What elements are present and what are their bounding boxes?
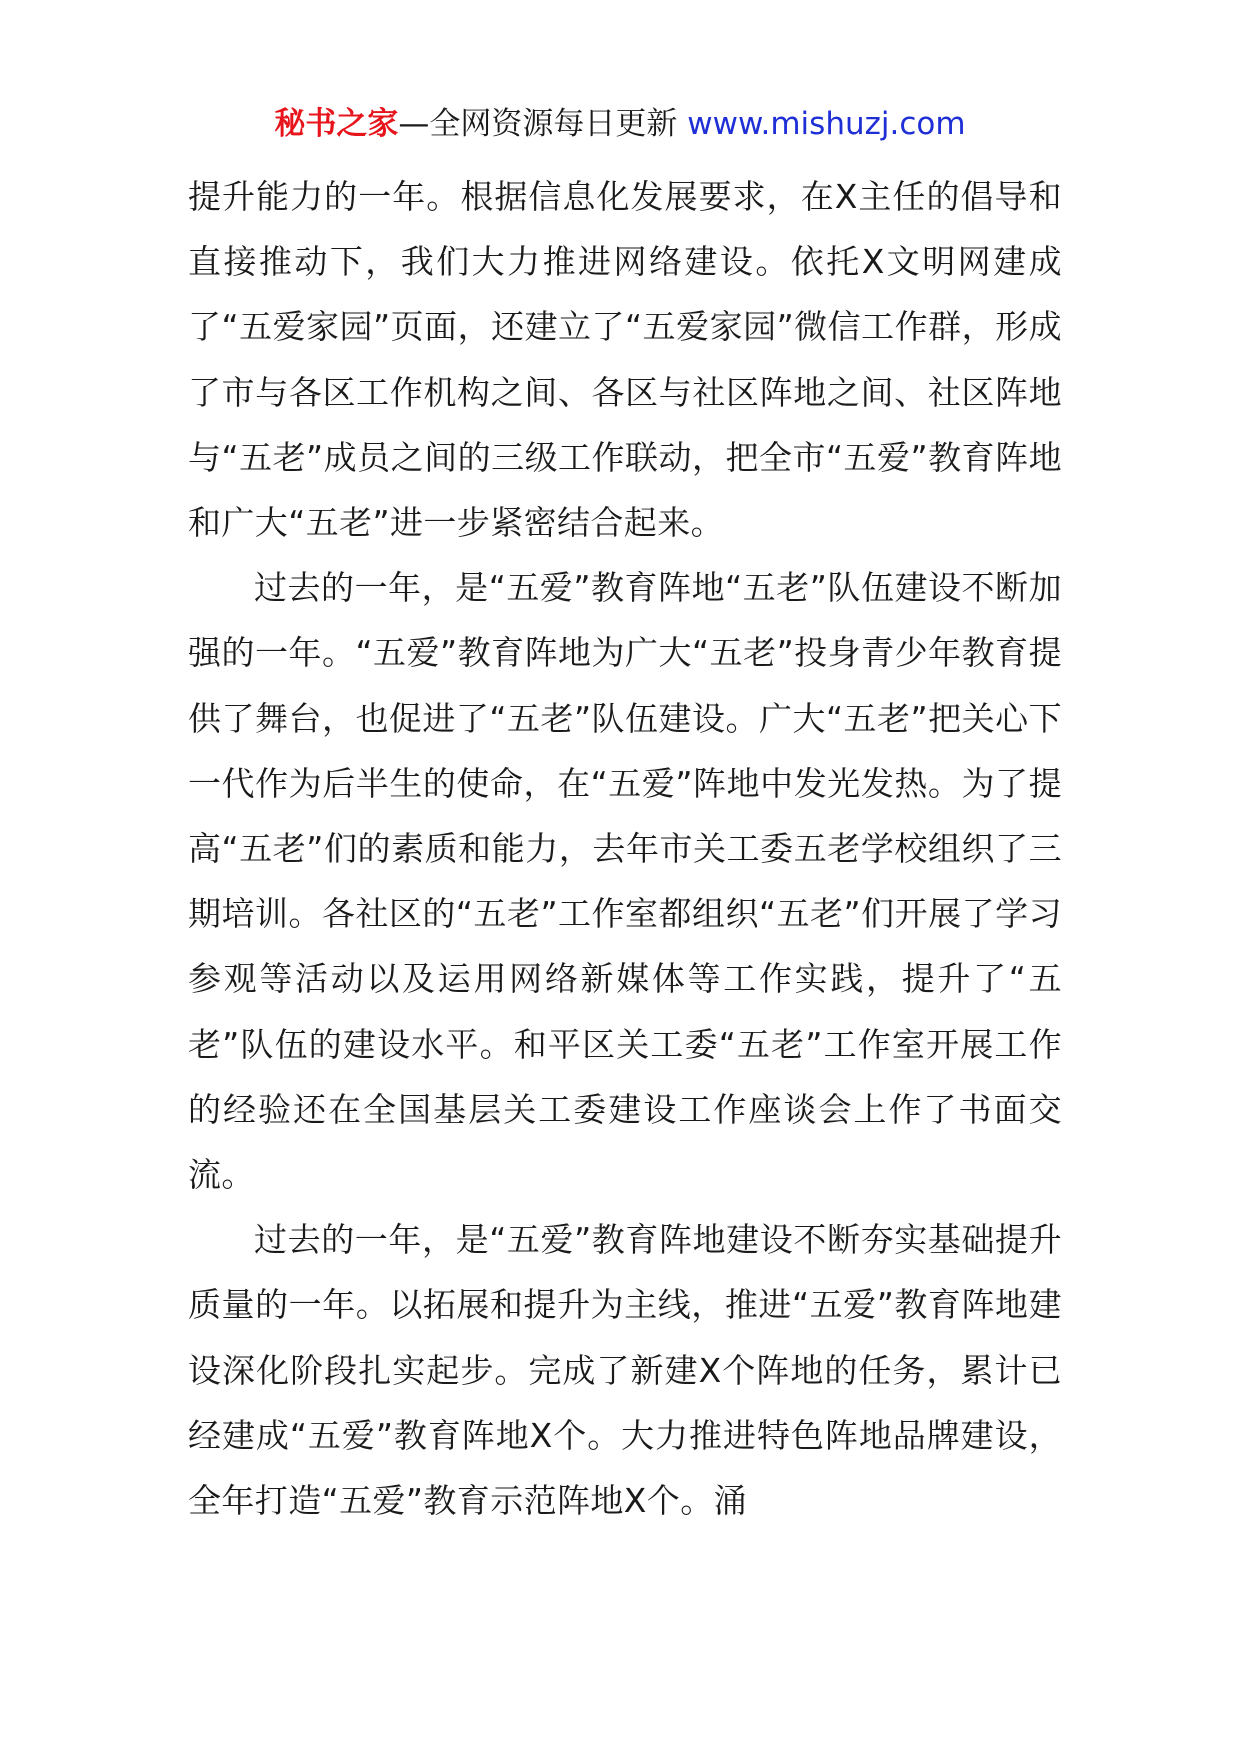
site-url-link[interactable]: www.mishuzj.com: [687, 106, 966, 142]
paragraph-3: 过去的一年，是“五爱”教育阵地建设不断夯实基础提升质量的一年。以拓展和提升为主线，推进“五爱”教育阵地建设深化阶段扎实起步。完成了新建X个阵地的任务，累计已经建成“五爱”教育阵地X个。大力推进特色阵地品牌建设，全年打造“五爱”教育示范阵地X个。涌: [188, 1220, 1062, 1521]
site-header: [0, 104, 1240, 144]
paragraph-2: 过去的一年，是“五爱”教育阵地“五老”队伍建设不断加强的一年。“五爱”教育阵地为广大“五老”投身青少年教育提供了舞台，也促进了“五老”队伍建设。广大“五老”把关心下一代作为后半生的使命，在“五爱”阵地中发光发热。为了提高“五老”们的素质和能力，去年市关工委五老学校组织了三期培训。各社区的“五老”工作室都组织“五老”们开展了学习参观等活动以及运用网络新媒体等工作实践，提升了“五老”队伍的建设水平。和平区关工委“五老”工作室开展工作的经验还在全国基层关工委建设工作座谈会上作了书面交流。: [188, 568, 1062, 1195]
document-body: [188, 164, 1062, 1533]
header-slogan: —全网资源每日更新: [398, 106, 678, 142]
brand-name: 秘书之家: [274, 106, 399, 142]
paragraph-1: 提升能力的一年。根据信息化发展要求，在X主任的倡导和直接推动下，我们大力推进网络建设。依托X文明网建成了“五爱家园”页面，还建立了“五爱家园”微信工作群，形成了市与各区工作机构之间、各区与社区阵地之间、社区阵地与“五老”成员之间的三级工作联动，把全市“五爱”教育阵地和广大“五老”进一步紧密结合起来。: [188, 177, 1062, 543]
